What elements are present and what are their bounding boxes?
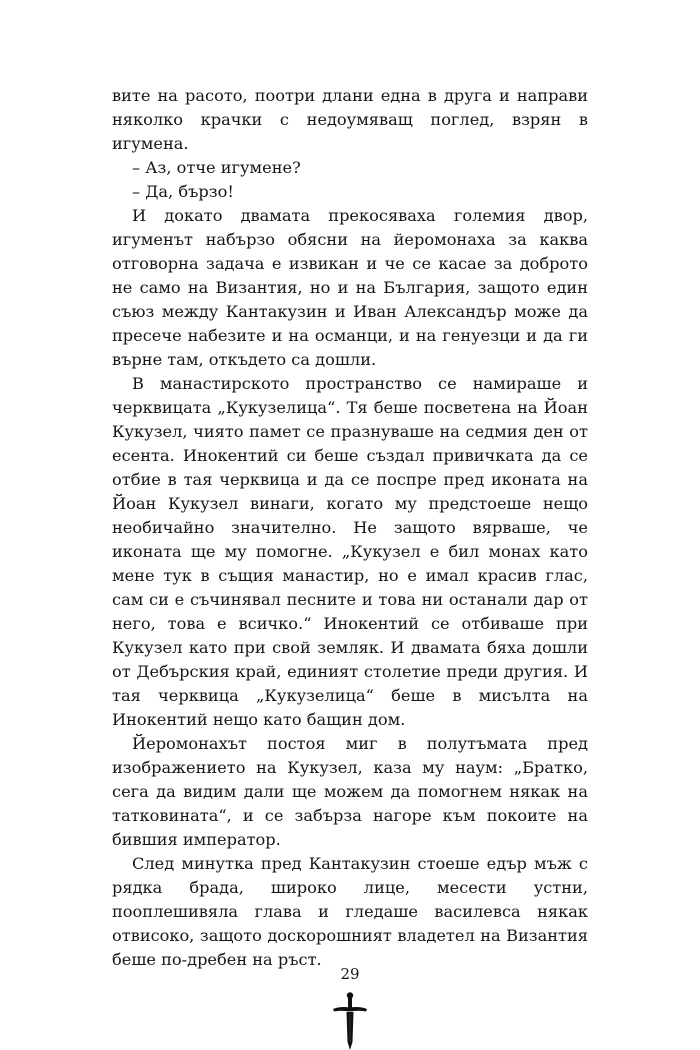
page-body [112, 84, 588, 972]
paragraph-4: И докато двамата прекосяваха големия двор, игуменът набързо обясни на йеромонаха за каква отговорна задача е извикан и че се касае за доброто не само на Византия, но и на България, защото един съюз между Кантакузин и Иван Александър може да пресече набезите и на османци, и на генуезци и да ги върне там, откъдето са дошли. [112, 206, 588, 369]
paragraph-5: В манастирското пространство се намираше и черквицата „Кукузелица“. Тя беше посветена на Йоан Кукузел, чиято памет се празнуваше на седмия ден от есента. Инокентий си беше създал привичката да се отбие в тая черквица и да се поспре пред иконата на Йоан Кукузел винаги, когато му предстоеше нещо необичайно значително. Не защото вярваше, че иконата ще му помогне. „Кукузел е бил монах като мене тук в същия манастир, но е имал красив глас, сам си е съчинявал песните и това ни останали дар от него, това е всичко.“ Инокентий се отбиваше при Кукузел като при свой земляк. И двамата бяха дошли от Дебърския край, единият столетие преди другия. И тая черквица „Кукузелица“ беше в мисълта на Инокентий нещо като бащин дом. [112, 374, 588, 729]
paragraph-1: вите на расото, поотри длани една в друга и направи няколко крачки с недоумяващ поглед, взрян в игумена. [112, 86, 588, 153]
paragraph-3: – Да, бързо! [132, 182, 234, 201]
paragraph-2: – Аз, отче игумене? [132, 158, 301, 177]
page-number: 29 [340, 965, 360, 983]
paragraph-7: След минутка пред Кантакузин стоеше едър мъж с рядка брада, широко лице, месести устни, пооплешивяла глава и гледаше василевса някак отвисоко, защото доскорошният владетел на Византия беше по-дребен на ръст. [112, 854, 588, 969]
paragraph-6: Йеромонахът постоя миг в полутъмата пред изображението на Кукузел, каза му наум: „Братко, сега да видим дали ще можем да помогнем някак на татковината“, и се забърза нагоре към покоите на бившия император. [112, 734, 588, 849]
sword-icon [330, 992, 370, 1050]
